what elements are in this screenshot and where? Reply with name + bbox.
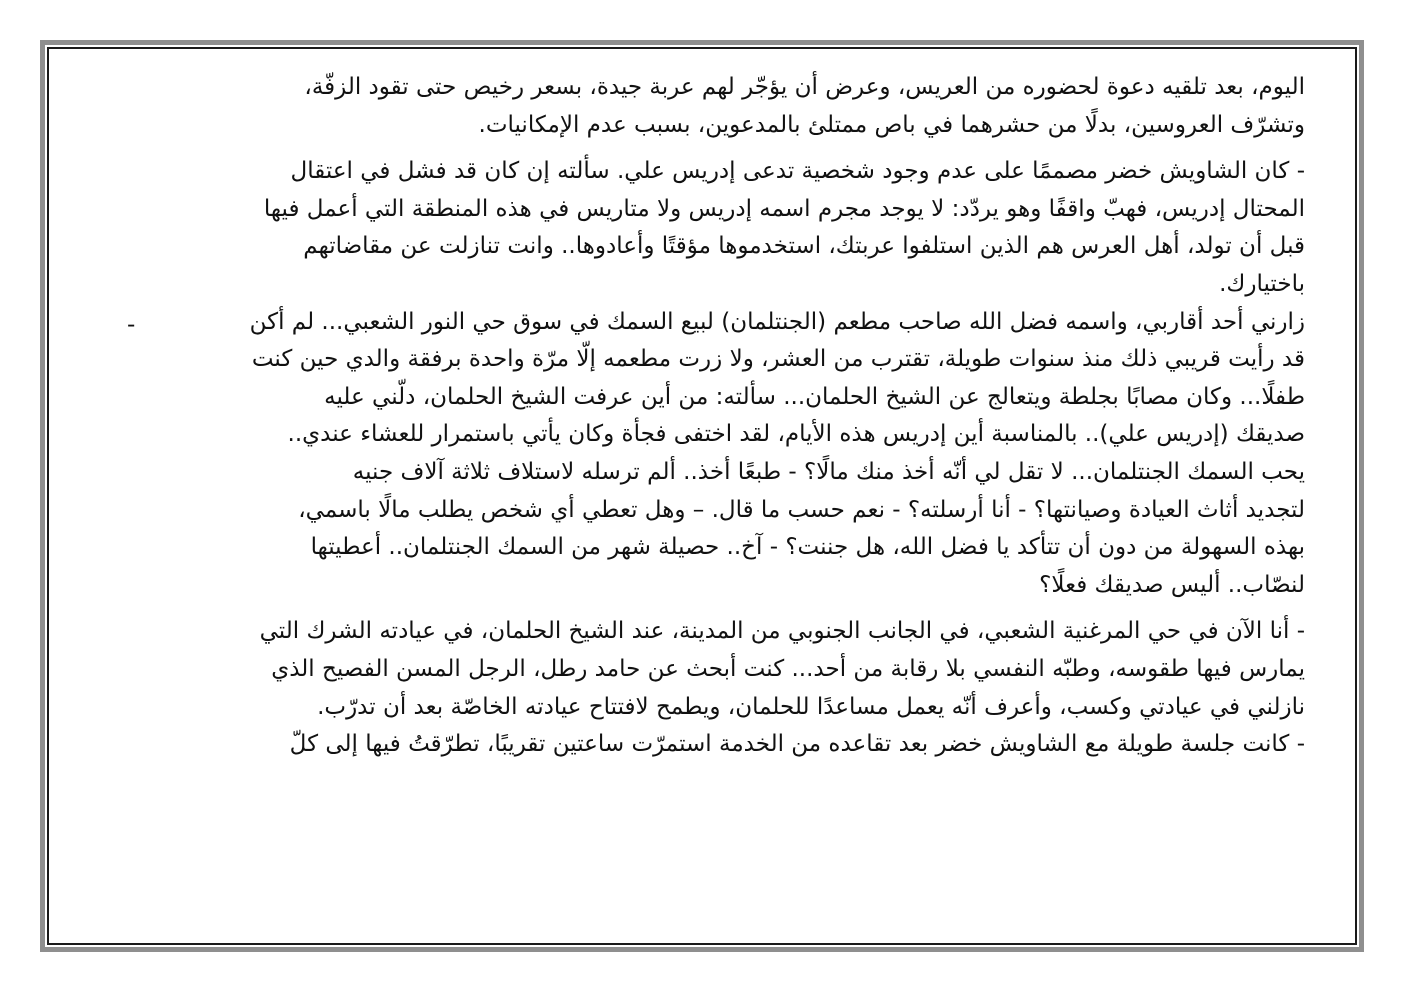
page-frame [40, 40, 1364, 952]
document-body [115, 69, 1305, 764]
text-line: بهذه السهولة من دون أن تتأكد يا فضل الله، هل جننت؟ - آخ.. حصيلة شهر من السمك الجنتلمان.. أعطيتها [310, 534, 1305, 561]
paragraph-3 [115, 613, 1305, 763]
text-line: زارني أحد أقاربي، واسمه فضل الله صاحب مطعم (الجنتلمان) لبيع السمك في سوق حي النور الشعبي... لم أكن [249, 308, 1305, 335]
text-line: قد رأيت قريبي ذلك منذ سنوات طويلة، تقترب من العشر، ولا زرت مطعمه إلّا مرّة واحدة برفقة والدي حين كنت [251, 346, 1305, 373]
text-line: طفلًا... وكان مصابًا بجلطة ويتعالج عن الشيخ الحلمان... سألته: من أين عرفت الشيخ الحلمان، دلّني عليه [324, 383, 1305, 410]
text-line: يمارس فيها طقوسه، وطبّه النفسي بلا رقابة من أحد... كنت أبحث عن حامد رطل، الرجل المسن الفصيح الذي [271, 655, 1305, 682]
text-line: باختيارك. [1219, 270, 1305, 297]
text-line: نازلني في عيادتي وكسب، وأعرف أنّه يعمل مساعدًا للحلمان، ويطمح لافتتاح عيادته الخاصّة بعد أن تدرّب. [317, 693, 1305, 720]
text-line: وتشرّف العروسين، بدلًا من حشرهما في باص ممتلئ بالمدعوين، بسبب عدم الإمكانيات. [478, 111, 1305, 138]
text-line: يحب السمك الجنتلمان... لا تقل لي أنّه أخذ منك مالًا؟ - طبعًا أخذ.. ألم ترسله لاستلاف ثلاثة آلاف جنيه [352, 458, 1305, 485]
text-line: قبل أن تولد، أهل العرس هم الذين استلفوا عربتك، استخدموها مؤقتًا وأعادوها.. وانت تنازلت عن مقاضاتهم [303, 233, 1305, 260]
text-line: المحتال إدريس، فهبّ واقفًا وهو يردّد: لا يوجد مجرم اسمه إدريس ولا متاريس في هذه المنطقة التي أعمل فيها [263, 195, 1305, 222]
paragraph-1 [115, 69, 1305, 144]
paragraph-2 [115, 153, 1305, 604]
text-line: لتجديد أثاث العيادة وصيانتها؟ - أنا أرسلته؟ - نعم حسب ما قال. – وهل تعطي أي شخص يطلب مالًا باسمي، [298, 496, 1305, 523]
stray-dash: - [127, 312, 136, 338]
text-line: - كان الشاويش خضر مصممًا على عدم وجود شخصية تدعى إدريس علي. سألته إن كان قد فشل في اعتقال [290, 158, 1305, 185]
text-line: - كانت جلسة طويلة مع الشاويش خضر بعد تقاعده من الخدمة استمرّت ساعتين تقريبًا، تطرّقتُ فيها إلى كلّ [289, 731, 1305, 758]
text-line: اليوم، بعد تلقيه دعوة لحضوره من العريس، وعرض أن يؤجّر لهم عربة جيدة، بسعر رخيص حتى تقود الزفّة، [304, 74, 1305, 100]
text-line: لنصّاب.. أليس صديقك فعلًا؟ [1039, 571, 1305, 598]
text-line: - أنا الآن في حي المرغنية الشعبي، في الجانب الجنوبي من المدينة، عند الشيخ الحلمان، في عيادته الشرك التي [259, 618, 1305, 645]
text-line: صديقك (إدريس علي).. بالمناسبة أين إدريس هذه الأيام، لقد اختفى فجأة وكان يأتي باستمرار للعشاء عندي.. [287, 421, 1305, 448]
